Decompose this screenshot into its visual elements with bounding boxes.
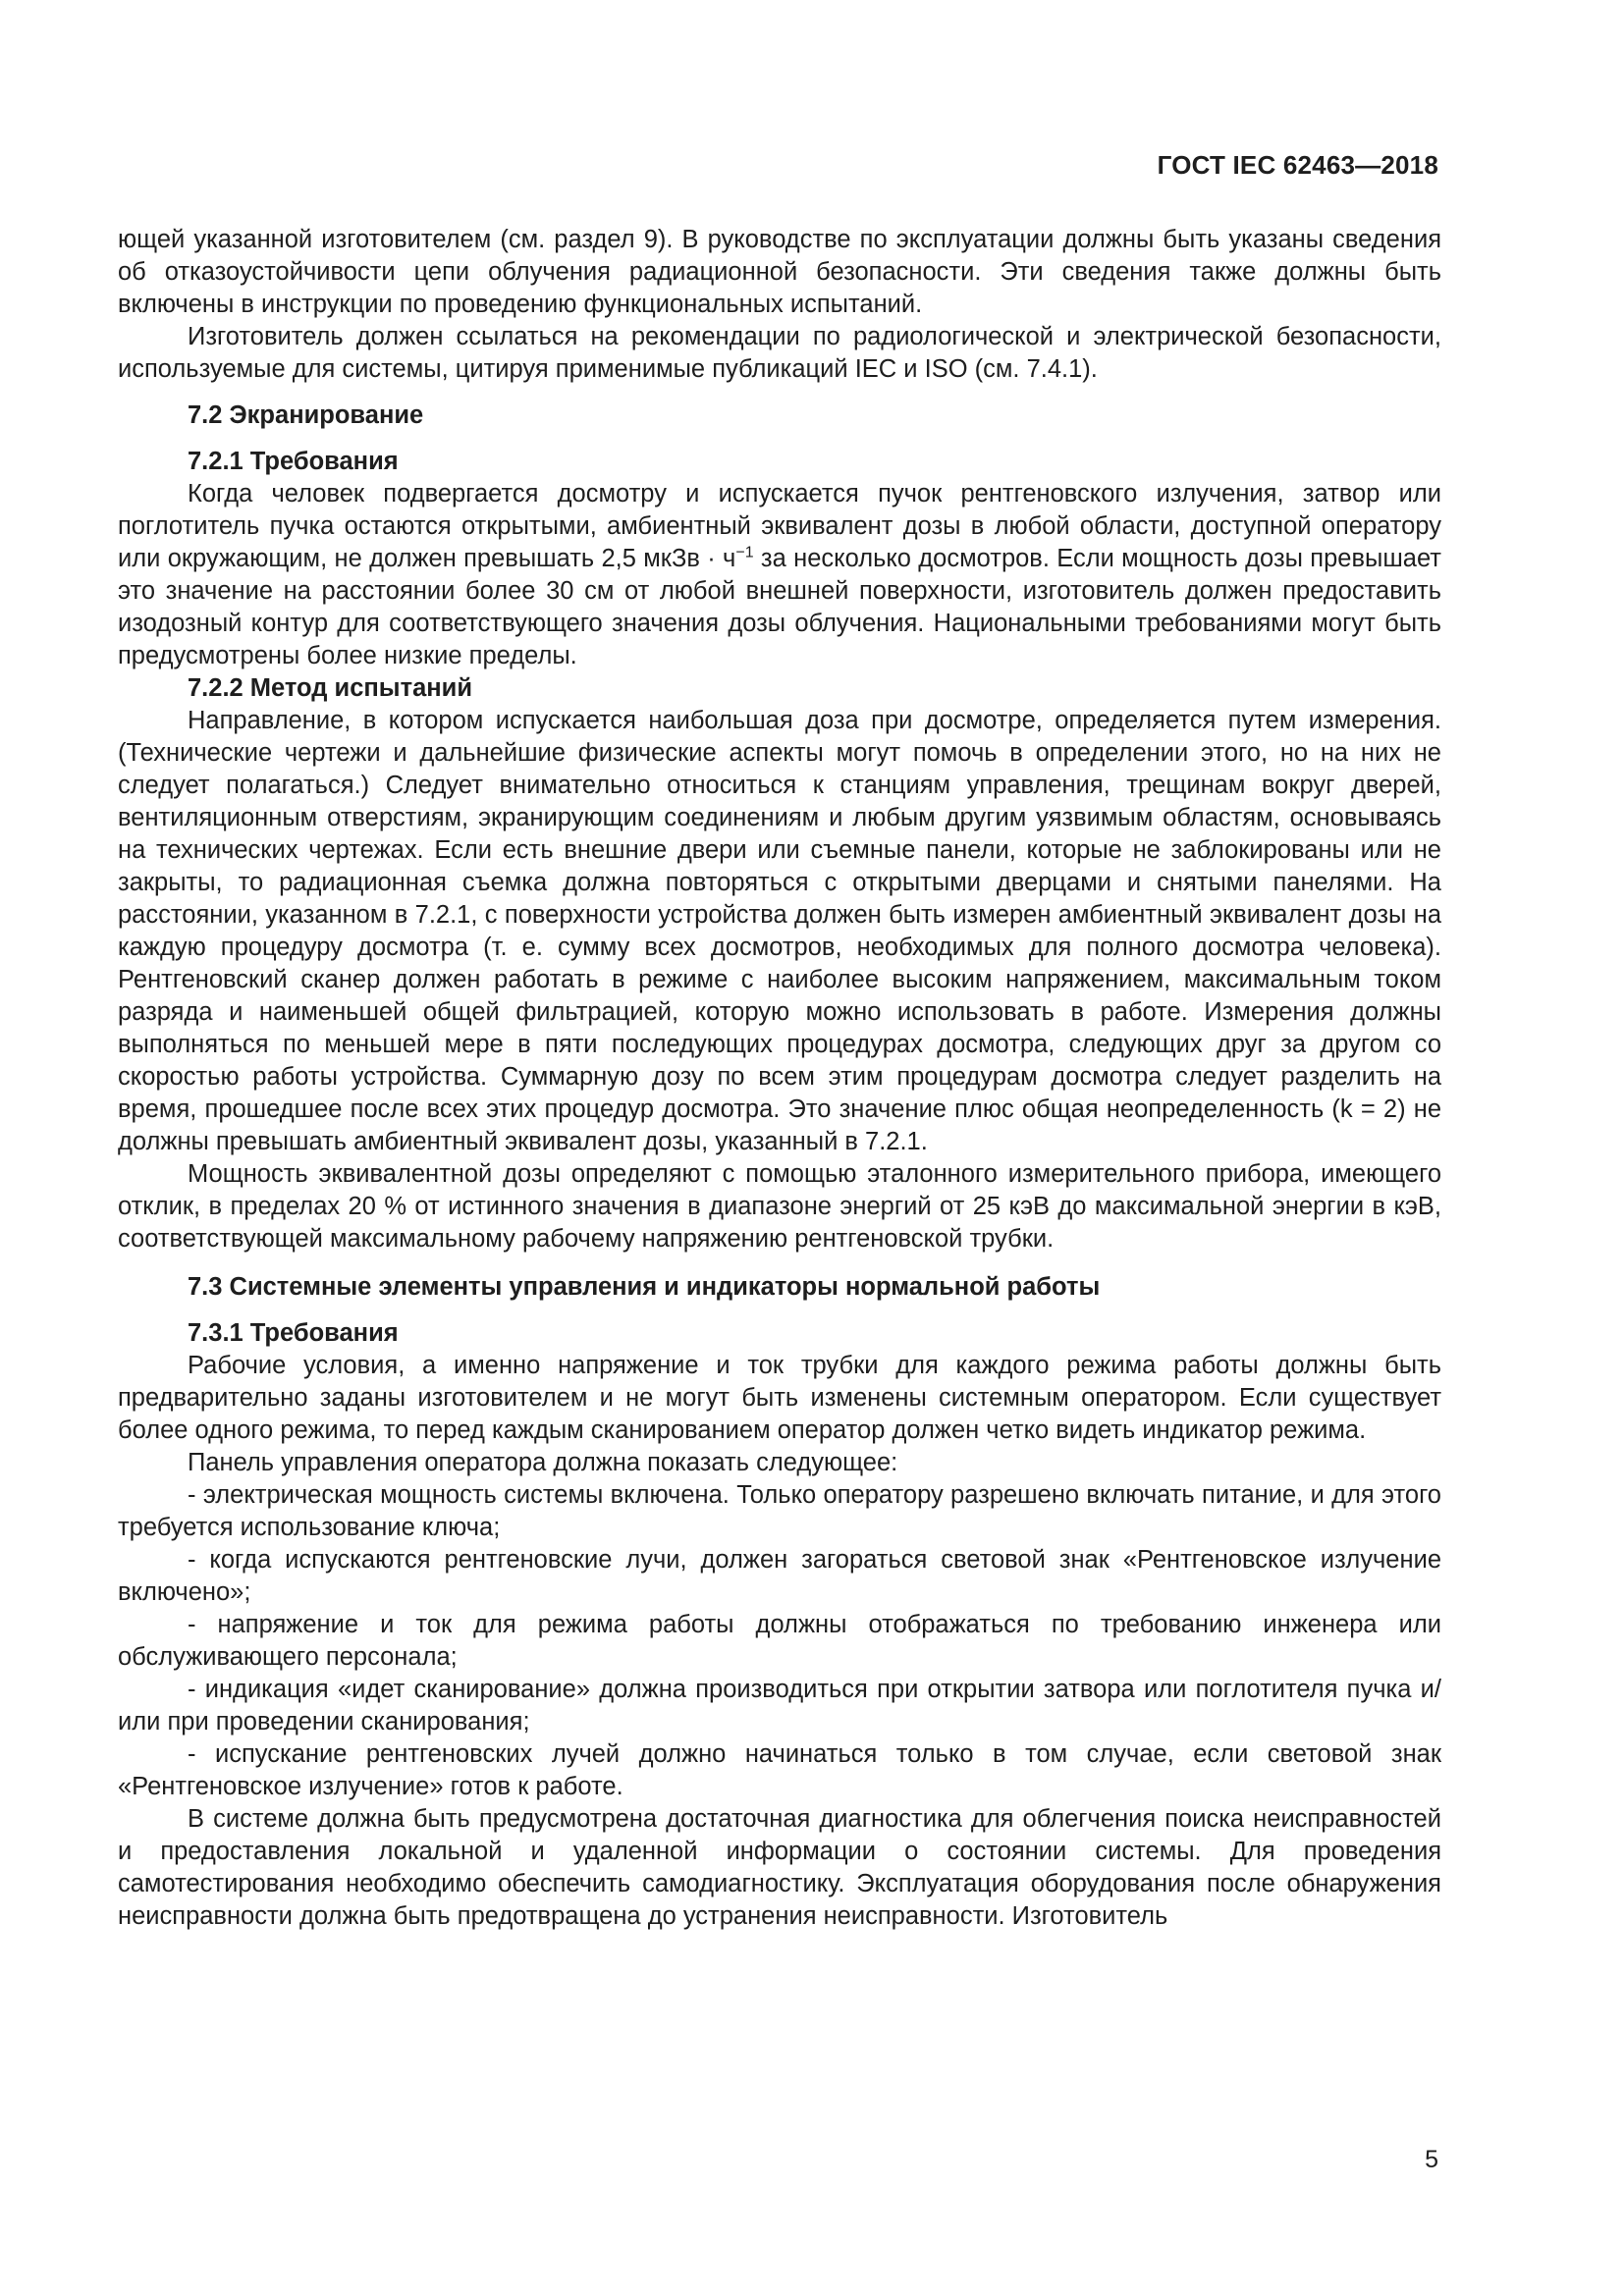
- superscript: −1: [735, 544, 754, 561]
- list-item: - индикация «идет сканирование» должна производиться при открытии затвора или поглотителя пучка и/или при проведении сканирования;: [118, 1676, 1441, 1735]
- page-number: 5: [1425, 2146, 1438, 2173]
- subsection-heading-7-2-2: 7.2.2 Метод испытаний: [188, 674, 473, 702]
- subsection-heading-7-2-1: 7.2.1 Требования: [188, 448, 399, 475]
- paragraph-control-panel-intro: Панель управления оператора должна показать следующее:: [188, 1449, 898, 1476]
- paragraph-continuation: ющей указанной изготовителем (см. раздел 9). В руководстве по эксплуатации должны быть указаны сведения об отказоустойчивости цепи облучения радиационной безопасности. Эти сведения также должны быть включены в инструкции по проведению функциональных испытаний.: [118, 226, 1441, 318]
- paragraph-diagnostics: В системе должна быть предусмотрена достаточная диагностика для облегчения поиска неисправностей и предоставления локальной и удаленной информации о состоянии системы. Для проведения самотестирования необходимо обеспечить самодиагностику. Эксплуатация оборудования после обнаружения неисправности должна быть предотвращена до устранения неисправности. Изготовитель: [118, 1805, 1441, 1930]
- section-heading-7-3: 7.3 Системные элементы управления и индикаторы нормальной работы: [188, 1273, 1101, 1301]
- text-span: за несколько досмотров. Если мощность дозы превышает это значение на расстоянии более 30 см от любой внешней поверхности, изготовитель должен предоставить изодозный контур для соответствующего значения дозы облучения. Национальными требованиями могут быть предусмотрены более низкие пределы.: [118, 545, 1441, 669]
- list-item: - испускание рентгеновских лучей должно начинаться только в том случае, если световой знак «Рентгеновское излучение» готов к работе.: [118, 1740, 1441, 1800]
- subsection-heading-7-3-1: 7.3.1 Требования: [188, 1319, 399, 1347]
- paragraph-manufacturer-references: Изготовитель должен ссылаться на рекомендации по радиологической и электрической безопасности, используемые для системы, цитируя применимые публикаций IEC и ISO (см. 7.4.1).: [118, 323, 1441, 383]
- paragraph-shielding-requirements: [118, 478, 1441, 672]
- document-body: [118, 224, 1441, 1933]
- paragraph-dose-rate: Мощность эквивалентной дозы определяют с помощью эталонного измерительного прибора, имеющего отклик, в пределах 20 % от истинного значения в диапазоне энергий от 25 кэВ до максимальной энергии в кэВ, соответствующей максимальному рабочему напряжению рентгеновской трубки.: [118, 1160, 1441, 1253]
- document-id-header: ГОСТ IEC 62463—2018: [1157, 150, 1438, 180]
- section-heading-7-2: 7.2 Экранирование: [188, 401, 424, 429]
- list-item: - напряжение и ток для режима работы должны отображаться по требованию инженера или обслуживающего персонала;: [118, 1611, 1441, 1671]
- text-span: Когда человек подвергается досмотру и испускается пучок рентгеновского излучения, затвор или поглотитель пучка остаются открытыми, амбиентный эквивалент дозы в любой области, доступной оператору или окружающим, не должен превышать 2,5 мкЗв · ч: [118, 480, 1441, 572]
- list-item: - когда испускаются рентгеновские лучи, должен загораться световой знак «Рентгеновское излучение включено»;: [118, 1546, 1441, 1606]
- paragraph-test-method: Направление, в котором испускается наибольшая доза при досмотре, определяется путем измерения. (Технические чертежи и дальнейшие физические аспекты могут помочь в определении этого, но на них не следует полагаться.) Следует внимательно относиться к станциям управления, трещинам вокруг дверей, вентиляционным отверстиям, экранирующим соединениям и любым другим уязвимым областям, основываясь на технических чертежах. Если есть внешние двери или съемные панели, которые не заблокированы или не закрыты, то радиационная съемка должна повторяться с открытыми дверцами и снятыми панелями. На расстоянии, указанном в 7.2.1, с поверхности устройства должен быть измерен амбиентный эквивалент дозы на каждую процедуру досмотра (т. е. сумму всех досмотров, необходимых для полного досмотра человека). Рентгеновский сканер должен работать в режиме с наиболее высоким напряжением, максимальным током разряда и наименьшей общей фильтрацией, которую можно использовать в работе. Измерения должны выполняться по меньшей мере в пяти последующих процедурах досмотра, следующих друг за другом со скоростью работы устройства. Суммарную дозу по всем этим процедурам досмотра следует разделить на время, прошедшее после всех этих процедур досмотра. Это значение плюс общая неопределенность (k = 2) не должны превышать амбиентный эквивалент дозы, указанный в 7.2.1.: [118, 707, 1441, 1155]
- list-item: - электрическая мощность системы включена. Только оператору разрешено включать питание, и для этого требуется использование ключа;: [118, 1481, 1441, 1541]
- paragraph-operating-conditions: Рабочие условия, а именно напряжение и ток трубки для каждого режима работы должны быть предварительно заданы изготовителем и не могут быть изменены системным оператором. Если существует более одного режима, то перед каждым сканированием оператор должен четко видеть индикатор режима.: [118, 1352, 1441, 1444]
